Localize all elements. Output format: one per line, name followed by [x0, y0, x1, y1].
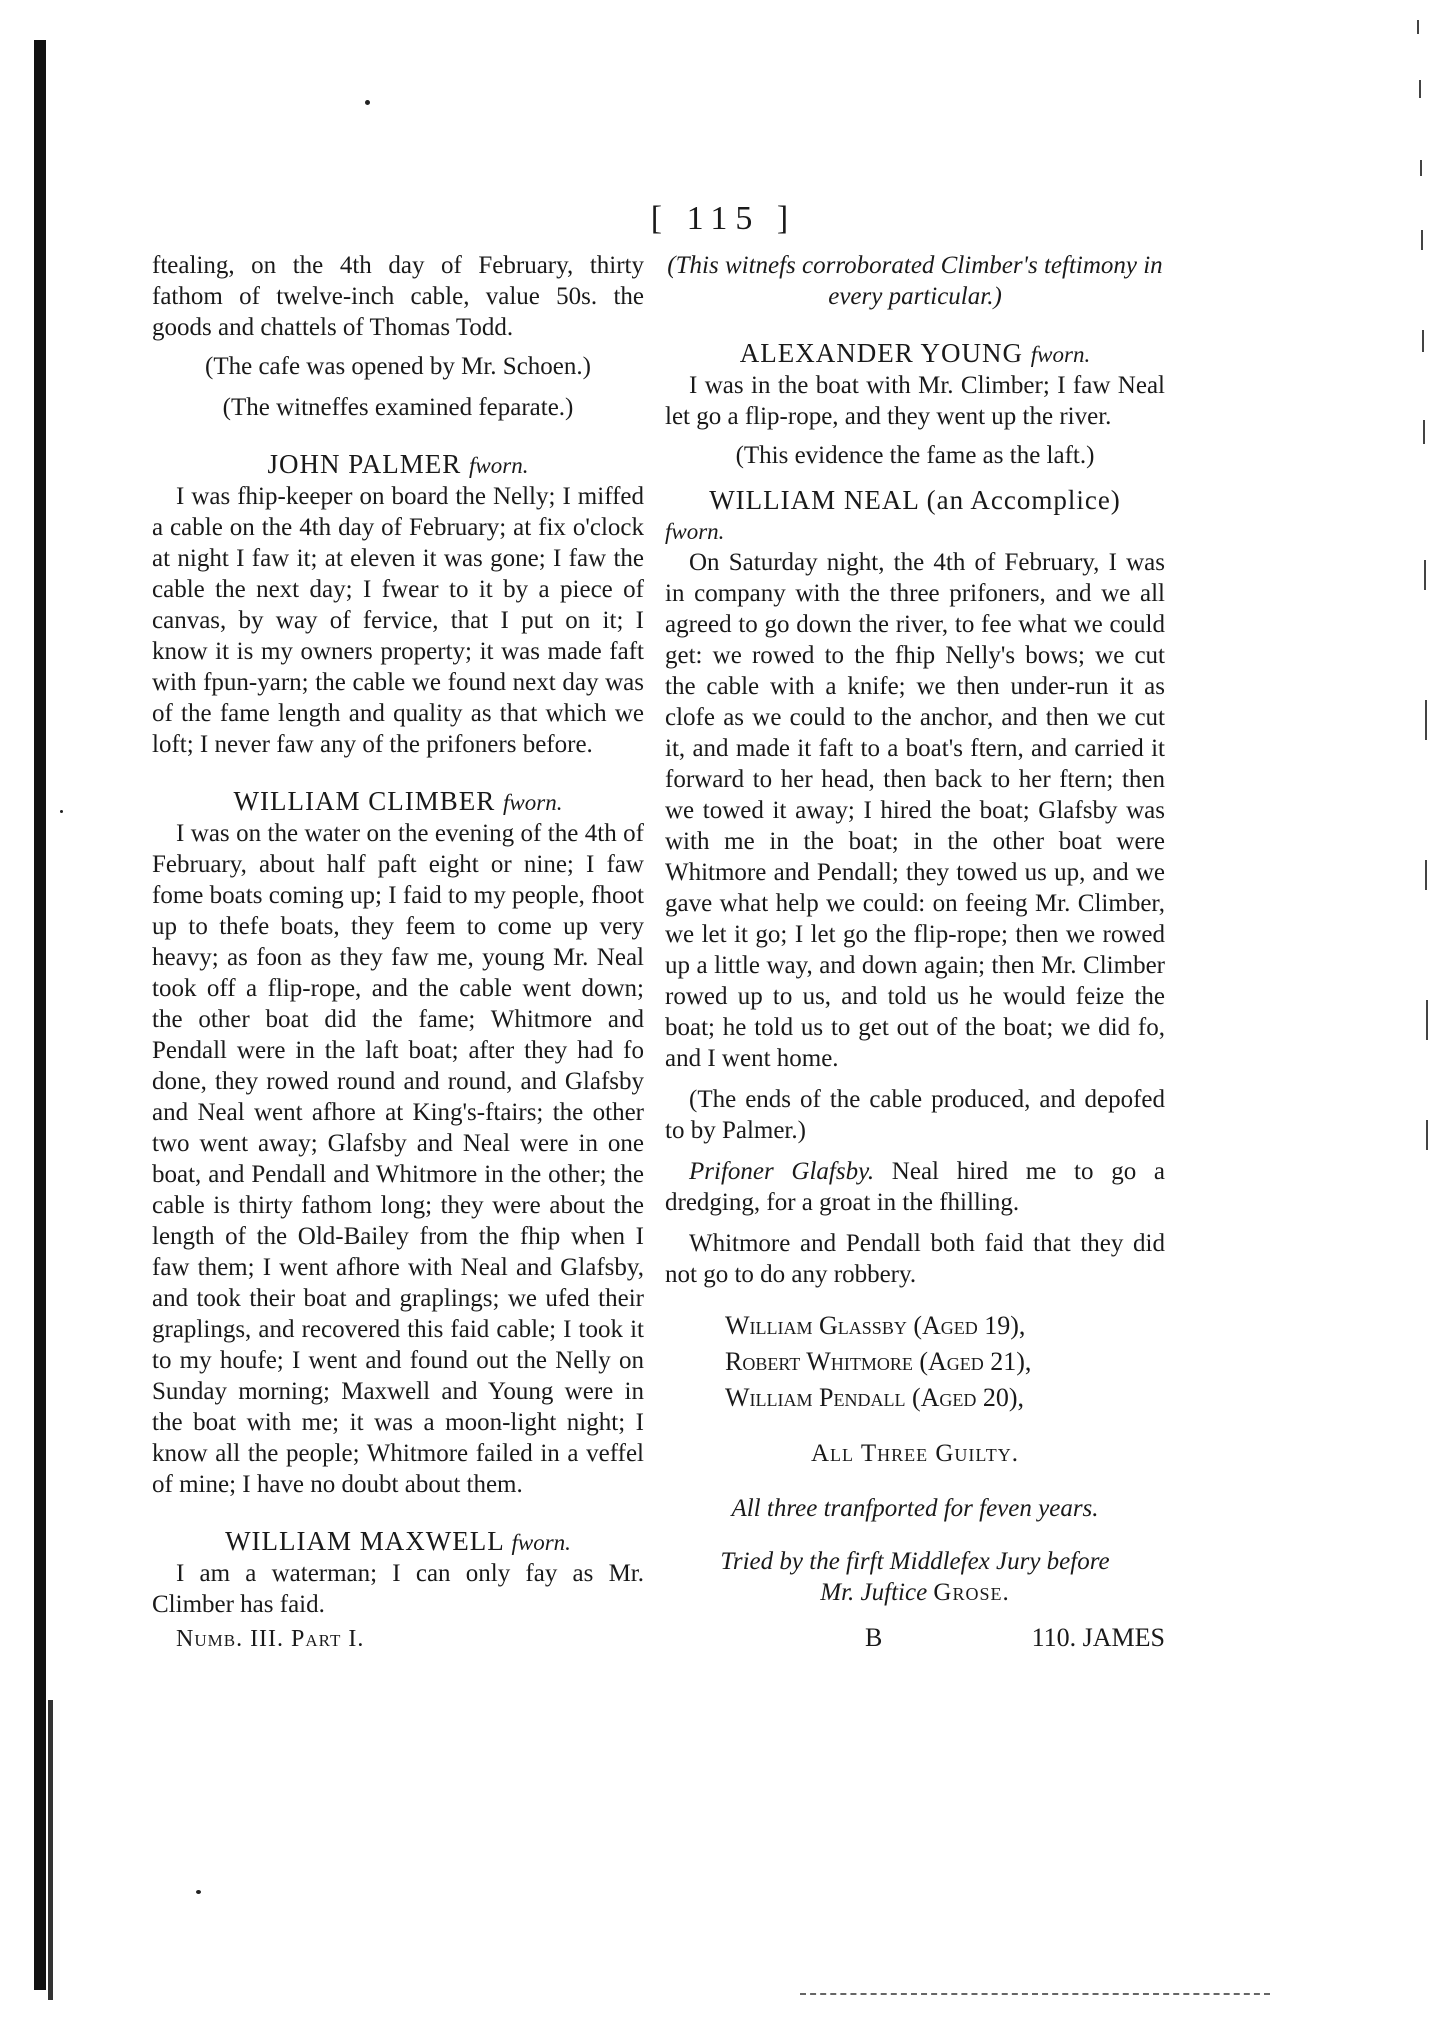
- witness-heading-climber: WILLIAM CLIMBER fworn.: [233, 786, 563, 816]
- same-evidence-note: (This evidence the fame as the laft.): [735, 442, 1095, 469]
- witness-note: (The witneffes examined feparate.): [222, 394, 574, 421]
- defendant-list: [725, 1308, 1165, 1416]
- sentence: All three tranfported for feven years.: [731, 1495, 1099, 1522]
- defendant-entry: William Pendall (Aged 20),: [725, 1383, 1025, 1412]
- neal-sworn: fworn.: [665, 519, 725, 544]
- cable-note: (The ends of the cable produced, and depofed to by Palmer.): [665, 1086, 1165, 1144]
- case-note: (The cafe was opened by Mr. Schoen.): [205, 353, 591, 380]
- speck: [196, 1890, 201, 1894]
- justice-line: Mr. Juftice Grose.: [820, 1579, 1010, 1606]
- footer-line: [665, 1622, 1165, 1653]
- whitmore-statement: Whitmore and Pendall both faid that they did not go to do any robbery.: [665, 1230, 1165, 1288]
- left-column: [152, 250, 644, 1655]
- catchword: 110. JAMES: [1031, 1623, 1165, 1652]
- testimony-neal: On Saturday night, the 4th of February, I was in company with the three prifoners, and we all agreed to go down the river, to fee what we could get: we rowed to the fhip Nelly's bows; we cut the cable with a knife; we then under-run it as clofe as we could to the anchor, and then we cut it, and made it faft to a boat's ftern, and carried it forward to her head, then back to her ftern; then we towed it away; I hired the boat; Glafsby was with me in the boat; in the other boat were Whitmore and Pendall; they towed us up, and we gave what help we could: on feeing Mr. Climber, we let it go; I let go the flip-rope; then we rowed up a little way, and down again; then Mr. Climber rowed up to us, and told us he would feize the boat; he told us to get out of the boat; we did fo, and I went home.: [665, 549, 1165, 1072]
- witness-heading-palmer: JOHN PALMER fworn.: [267, 449, 529, 479]
- testimony-maxwell: I am a waterman; I can only fay as Mr. Climber has faid.: [152, 1560, 644, 1618]
- defendant-entry: William Glassby (Aged 19),: [725, 1311, 1026, 1340]
- speck: [60, 810, 63, 813]
- scan-edge-shadow: [34, 40, 46, 1990]
- defendant-entry: Robert Whitmore (Aged 21),: [725, 1347, 1032, 1376]
- testimony-palmer: I was fhip-keeper on board the Nelly; I miffed a cable on the 4th day of February; at fix o'clock at night I faw it; at eleven it was gone; I faw the cable the next day; I fwear to it by a piece of canvas, by way of fervice, that I put on it; I know it is my owners property; it was made faft with fpun-yarn; the cable we found next day was of the fame length and quality as that which we loft; I never faw any of the prifoners before.: [152, 483, 644, 758]
- right-column: [665, 250, 1165, 1653]
- page-number: [ 115 ]: [650, 200, 797, 237]
- verdict: All Three Guilty.: [811, 1440, 1019, 1467]
- signature-mark: B: [865, 1623, 883, 1652]
- scan-edge-shadow-lower: [48, 1700, 53, 2000]
- tried-before: Tried by the firft Middlefex Jury before: [720, 1548, 1110, 1575]
- testimony-climber: I was on the water on the evening of the 4th of February, about half paft eight or nine; I faw fome boats coming up; I faid to my people, fhoot up to thefe boats, they feem to come up very heavy; as foon as they faw me, young Mr. Neal took off a flip-rope, and the cable went down; the other boat did the fame; Whitmore and Pendall were in the laft boat; after they had fo done, they rowed round and round, and Glafsby and Neal went afhore at King's-ftairs; the other two went away; Glafsby and Neal were in one boat, and Pendall and Whitmore in the other; the cable is thirty fathom long; they were about the length of the Old-Bailey from the fhip when I faw them; I went afhore with Neal and Glafsby, and took their boat and graplings; we ufed their graplings, and recovered this faid cable; I took it to my houfe; I went and found out the Nelly on Sunday morning; Maxwell and Young were in the boat with me; it was a moon-light night; I know all the people; Whitmore failed in a veffel of mine; I have no doubt about them.: [152, 820, 644, 1498]
- witness-heading-young: ALEXANDER YOUNG fworn.: [739, 338, 1091, 368]
- opening-text: ftealing, on the 4th day of February, thirty fathom of twelve-inch cable, value 50s. the goods and chattels of Thomas Todd.: [152, 252, 644, 341]
- witness-heading-neal: WILLIAM NEAL (an Accomplice): [709, 485, 1121, 515]
- testimony-young: I was in the boat with Mr. Climber; I faw Neal let go a flip-rope, and they went up the river.: [665, 372, 1165, 430]
- number-part-label: Numb. III. Part I.: [176, 1626, 365, 1652]
- witness-heading-maxwell: WILLIAM MAXWELL fworn.: [225, 1526, 571, 1556]
- bottom-rule: [800, 1993, 1270, 1995]
- prisoner-statement: Prifoner Glafsby. Neal hired me to go a dredging, for a groat in the fhilling.: [665, 1158, 1166, 1216]
- speck: [365, 100, 370, 105]
- scan-right-noise: [1327, 0, 1447, 1300]
- corroboration-note: (This witnefs corroborated Climber's teftimony in every particular.): [667, 252, 1163, 310]
